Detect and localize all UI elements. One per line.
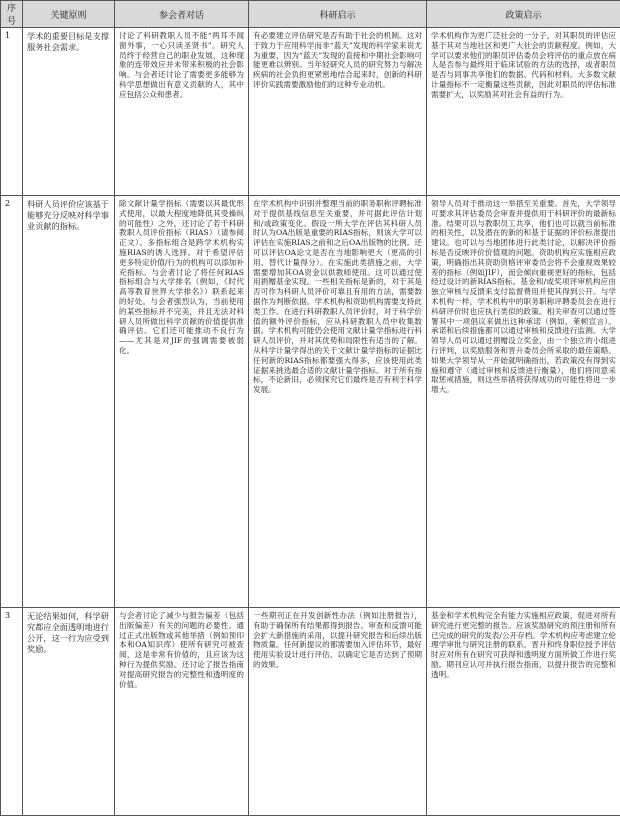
header-principle: 关键原则 — [23, 1, 115, 28]
research-cell: 在学术机构中识别并整理当前的职务职称评聘标准对于提供基线信息至关重要，并可据此评估计划和/或政策变化。假设一所大学在评估其科研人员时认为OA出版是重要的RIAS指标，则该大学可以评估在实施RIAS之前和之后OA出版物的比例。还可以评估OA论文是否在当地影响更大（更高的引用、替代计量得分）。在实施此类措施之前，大学需要增加其OA资金以供教师使用。这可以通过使用捐赠基金实现。一些相关指标是新的，对于其是否可作为科研人员评价可靠且有用的方法，需要数据作为判断依据。学术机构和资助机构需要支持此类工作。在进行科研教职人员评价时，对于科学价值的额外评价指标，应从科研教职人员中收集数据。学术机构可能仍会使用文献计量学指标进行科研人员评价，并对其优势和局限性有适当的了解。从科学计量学得出的关于文献计量学指标的证据比任何新的RIAS指标都要强大得多，应该使用此类证据来挑选最合适的文献计量学指标。对于所有指标，不论新旧，必须探究它们最终是否有利于科学发展。 — [249, 196, 427, 608]
research-cell: 有必要建立评估研究是否有助于社会的机制。这对于致力于应用科学而非“蓝天”发现的科学家来说尤为重要，因为“蓝天”发现的直接和中期社会影响可能更难以辨别。当年轻研究人员的研究努力与解决疾病的社会负担更紧密地结合起来时，创新的科研评价实践需要激励他们的这种专业动机。 — [249, 28, 427, 196]
dialogue-cell: 讨论了科研教职人员不能“两耳不闻窗外事，一心只读圣贤书”。研究人员终于经营自己的职业发展，这种现象的连带效应并未带来积极的社会影响。与会者还讨论了需要更多能够为科学思想做出有意义贡献的人，其中应包括公众和患者。 — [115, 28, 249, 196]
row-number: 3 — [1, 608, 23, 816]
header-research: 科研启示 — [249, 1, 427, 28]
research-cell: 一些期刊正在开发创新性办法（例如注册报告），有助于确保所有结果都得到报告。审查和反馈可能会扩大新措施的采用，以提升研究报告和后续出版物质量。任何新提议的都需要加入评估环节，最好使用实验设计进行评估，以确定它是否达到了预期的效果。 — [249, 608, 427, 816]
policy-cell: 领导人员对于推动这一举措至关重要。首先，大学领导可要求其评估委员会审查并提供用于科研评价的最新标准。结果可以与教职员工共享，他们也可以就当前标准的相关性，以及潜在的新的和基于证据的评价标准提出建议。也可以与当地团体进行此类讨论，以解决评价指标是否反映评价价值观的问题。资助机构应实施相应政策，明确指出其资助资格评审委员会将不会重视效果较差的指标（例如JIF），而会倾向重视更好的指标，包括经过设计的新RIAS指标。基金和/或奖项评审机构应由独立审核与反馈来支付监督费用并使其得到公开。与学术机构一样，学术机构中的职务职称评聘委员会在进行科研评价时也应执行类似的政策。相关审查可以通过签署其中一项倡议来做出这种承诺（例如，莱顿宣言）。承诺和后续措施都可以通过审核和反馈进行监测。大学领导人员可以通过捐赠设立奖金，由一个独立的小组进行评判，以奖励服务和晋升委员会所采取的最佳策略。如果大学领导从一开始就明确指出，若政策没有得到实施和遵守（通过审核和反馈进行衡量），他们将同意采取惩戒措施，则这些举措将获得成功的可能性将进一步增大。 — [427, 196, 620, 608]
table-row — [1, 608, 620, 816]
table-row — [1, 28, 620, 196]
dialogue-cell: 与会者讨论了减少与报告偏差（包括出版偏差）有关的问题的必要性。通过正式出版物或其他举措（例如预印本和OA知识库）使所有研究可被查阅，这是非常有价值的，且应该为这种行为提供奖励。还讨论了报告指南对提高研究报告的完整性和透明度的价值。 — [115, 608, 249, 816]
header-row — [1, 1, 620, 28]
dialogue-cell: 除文献计量学指标（需要以其最优形式使用，以最大程度地降低其受操纵的可能性）之外，还讨论了若干科研教职人员评价指标（RIAS）（请参阅正文）。多指标组合是跨学术机构实施RIAS的诱人选择。对于希望评估更多特定价值/行为的机构可以添加补充指标。与会者讨论了将任何RIAS指标组合与大学排名（例如，《时代高等教育世界大学排名》）联系起来的好处。与会者强烈认为，当前使用的某些指标并不完美，并且无法对科研人员所做出科学贡献的价值提供准确评估。它们还可能推动不良行为——尤其是对JIF的强调需要被弱化。 — [115, 196, 249, 608]
header-policy: 政策启示 — [427, 1, 620, 28]
header-num: 序号 — [1, 1, 23, 28]
row-number: 1 — [1, 28, 23, 196]
policy-cell: 学术机构作为更广泛社会的一分子，对其职员的评估应基于其对当地社区和更广大社会的贡献程度。例如，大学可以要求他们的职员评估委员会将评估的重点放在病人是否参与最终用于临床试验的方法的选择，或者职员是否与同事共享他们的数据、代码和材料。大多数文献计量指标不一定衡量这些贡献，因此对职员的评估标准需要扩大，以奖励其对社会有益的行为。 — [427, 28, 620, 196]
principle-cell: 科研人员评价应该基于能够充分反映对科学事业贡献的指标。 — [23, 196, 115, 608]
policy-cell: 基金和学术机构完全有能力实施相应政策，促进对所有研究进行更完整的报告。应该奖励研究的预注册和所有已完成的研究的发表/公开存档。学术机构应考虑建立伦理学审批与研究注册的联系。晋升和终身职位授予评估时应对所有在研究可获得和透明度方面所做工作进行奖励。期刊应认可并执行报告指南，以提升报告的完整和透明。 — [427, 608, 620, 816]
principle-cell: 无论结果如何，科学研究都应全面透明地进行公开，这一行为应受到奖励。 — [23, 608, 115, 816]
row-number: 2 — [1, 196, 23, 608]
table-row — [1, 196, 620, 608]
principle-cell: 学术的重要目标是支撑服务社会需求。 — [23, 28, 115, 196]
header-dialogue: 参会者对话 — [115, 1, 249, 28]
